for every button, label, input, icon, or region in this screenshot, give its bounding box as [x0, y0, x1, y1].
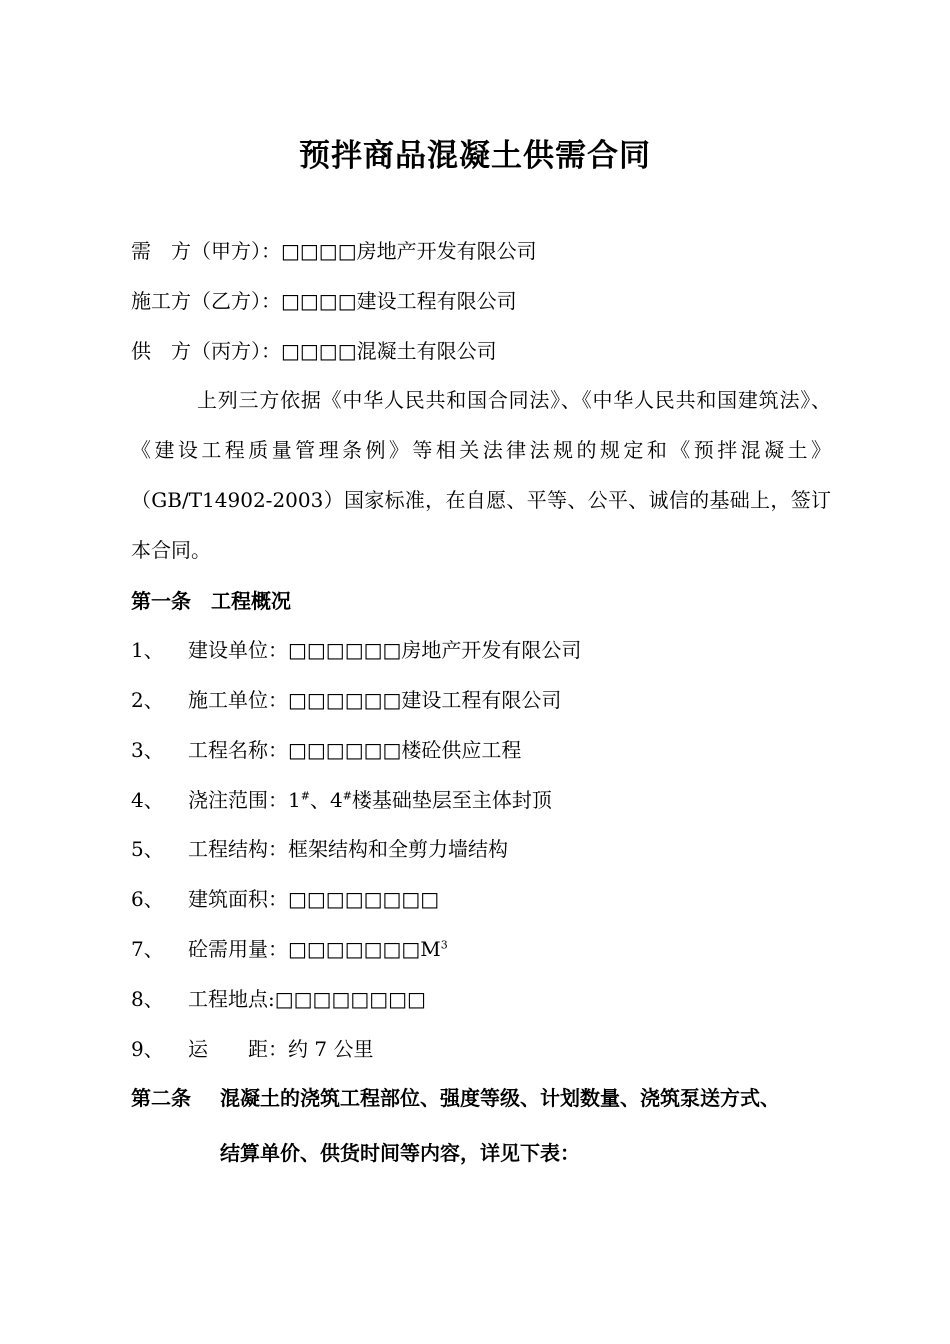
- list-item: 6、 建筑面积：□□□□□□□□: [131, 887, 440, 911]
- list-item: 5、 工程结构：框架结构和全剪力墙结构: [131, 837, 508, 861]
- article1-heading: 第一条 工程概况: [131, 589, 291, 613]
- article2-heading-line2: 结算单价、供货时间等内容，详见下表：: [220, 1141, 580, 1165]
- list-item: 4、 浇注范围：1#、4#楼基础垫层至主体封顶: [131, 788, 552, 812]
- list-item: 1、 建设单位：□□□□□□房地产开发有限公司: [131, 638, 582, 662]
- party-label: 施工方（乙方）：: [131, 289, 281, 313]
- article2-heading-line1: 混凝土的浇筑工程部位、强度等级、计划数量、浇筑泵送方式、: [220, 1086, 780, 1110]
- page-title: 预拌商品混凝土供需合同: [299, 138, 651, 174]
- party-label: 供 方（丙方）：: [131, 339, 281, 363]
- party-label: 需 方（甲方）：: [131, 239, 281, 263]
- party-value: □□□□建设工程有限公司: [281, 289, 517, 313]
- list-item: 9、 运 距：约 7 公里: [131, 1037, 374, 1061]
- list-item: 3、 工程名称：□□□□□□楼砼供应工程: [131, 738, 522, 762]
- list-item: 7、 砼需用量：$□□□□□□□M^3$: [131, 937, 448, 961]
- article2-num: 第二条: [131, 1086, 191, 1110]
- intro-paragraph: 上列三方依据《中华人民共和国合同法》、《中华人民共和国建筑法》、《建设工程质量管理条例》等相关法律法规的规定和《预拌混凝土》（GB/T14902-2003）国家标准，在自愿、平等、公平、诚信的基础上，签订本合同。: [131, 388, 831, 562]
- list-item: 8、 工程地点:□□□□□□□□: [131, 987, 426, 1011]
- article2-heading: [131, 1085, 780, 1111]
- party-value: □□□□房地产开发有限公司: [281, 239, 537, 263]
- party-demand: [131, 238, 537, 264]
- party-supplier: [131, 338, 497, 364]
- list-item: 2、 施工单位：□□□□□□建设工程有限公司: [131, 688, 562, 712]
- party-construction: [131, 288, 517, 314]
- party-value: □□□□混凝土有限公司: [281, 339, 497, 363]
